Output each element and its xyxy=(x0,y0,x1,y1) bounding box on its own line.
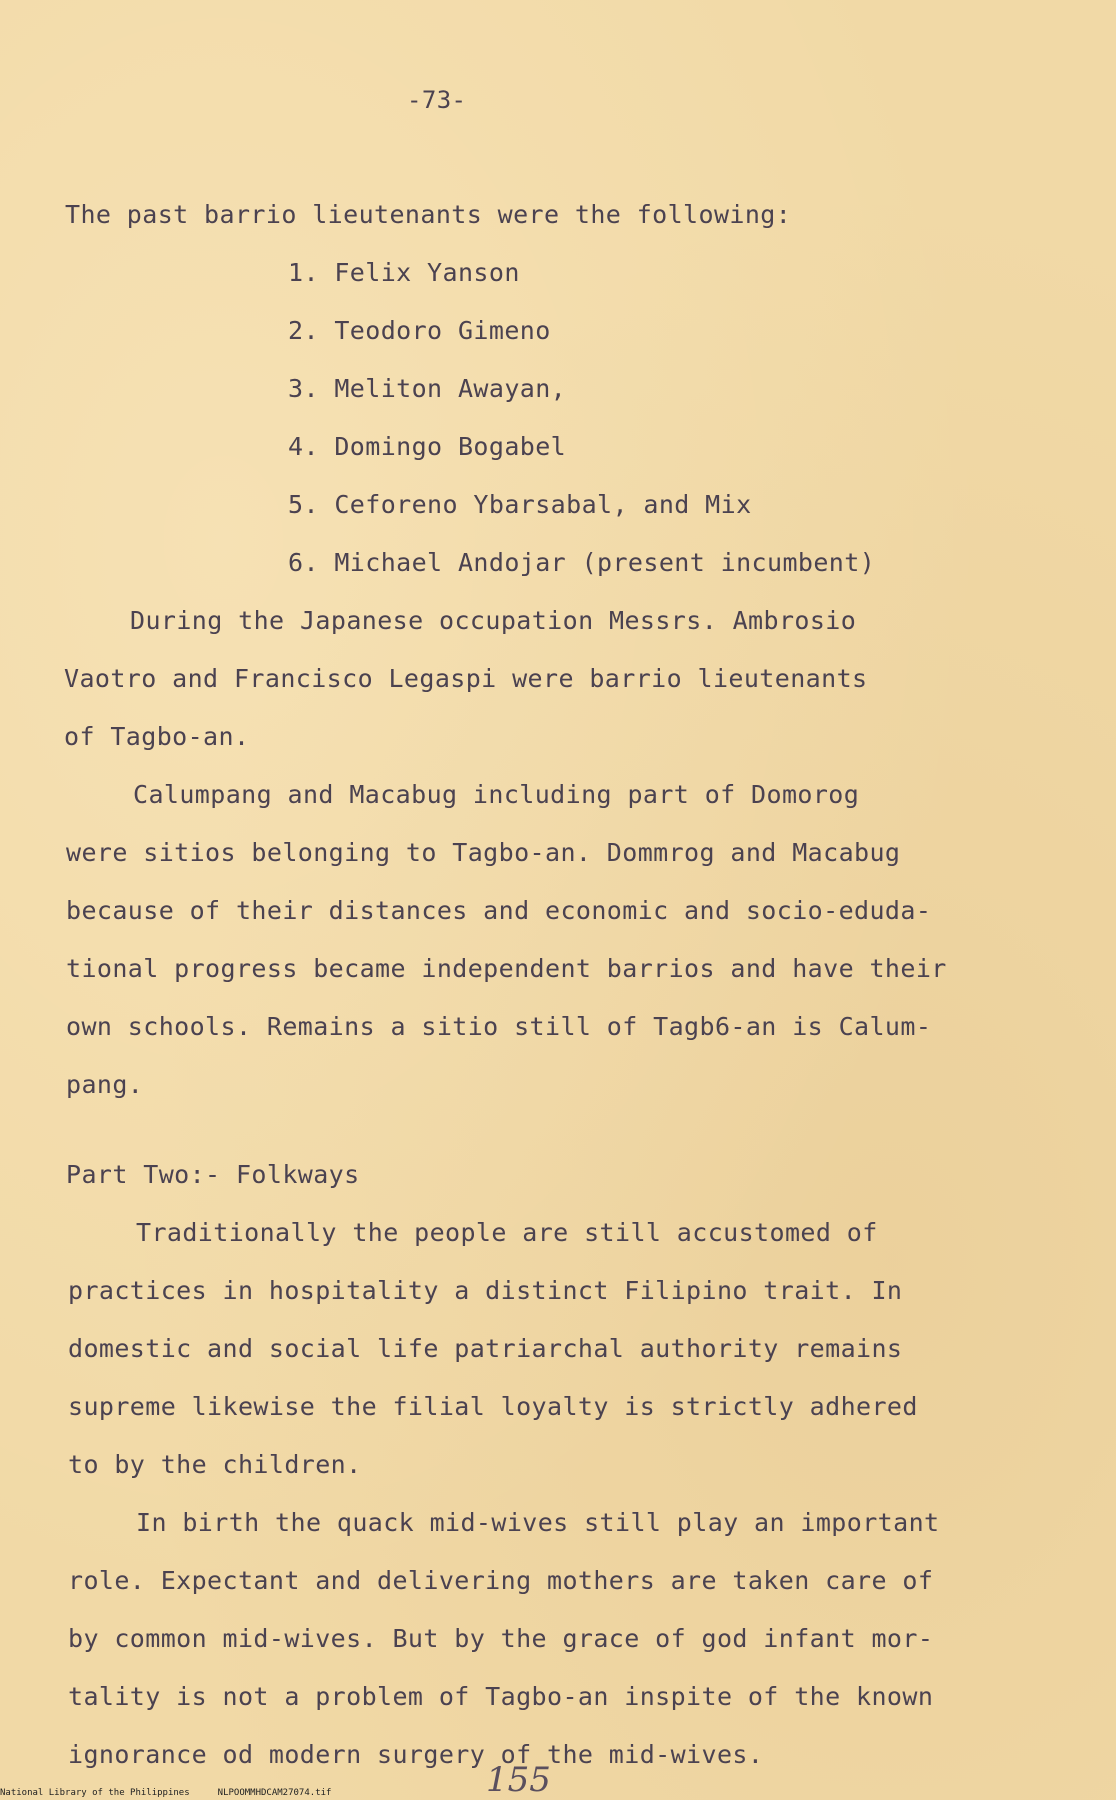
page-number: -73- xyxy=(407,86,467,114)
text-line: The past barrio lieutenants were the following: xyxy=(65,200,792,229)
text-line: by common mid-wives. But by the grace of god infant mor- xyxy=(68,1624,934,1653)
text-line: In birth the quack mid-wives still play an important xyxy=(136,1508,940,1537)
list-item: 5. Ceforeno Ybarsabal, and Mix xyxy=(288,490,752,519)
handwritten-page-number: 155 xyxy=(486,1760,551,1800)
text-line: practices in hospitality a distinct Filipino trait. In xyxy=(68,1276,903,1305)
text-line: ignorance od modern surgery of the mid-wives. xyxy=(68,1740,764,1769)
text-line: During the Japanese occupation Messrs. Ambrosio xyxy=(130,606,857,635)
list-item: 1. Felix Yanson xyxy=(288,258,520,287)
text-line: own schools. Remains a sitio still of Tagb6-an is Calum- xyxy=(66,1012,932,1041)
footer-file: NLPOOMMHDCAM27074.tif xyxy=(217,1788,332,1798)
list-item: 3. Meliton Awayan, xyxy=(288,374,567,403)
text-line: were sitios belonging to Tagbo-an. Dommrog and Macabug xyxy=(66,838,901,867)
text-line: tional progress became independent barrios and have their xyxy=(66,954,947,983)
text-line: domestic and social life patriarchal authority remains xyxy=(68,1334,903,1363)
list-item: 4. Domingo Bogabel xyxy=(288,432,567,461)
text-line: Vaotro and Francisco Legaspi were barrio lieutenants xyxy=(64,664,868,693)
text-line: pang. xyxy=(66,1070,144,1099)
text-line: tality is not a problem of Tagbo-an inspite of the known xyxy=(68,1682,934,1711)
list-item: 6. Michael Andojar (present incumbent) xyxy=(288,548,876,577)
text-line: of Tagbo-an. xyxy=(64,722,250,751)
footer-library: National Library of the Philippines xyxy=(0,1788,190,1798)
list-item: 2. Teodoro Gimeno xyxy=(288,316,551,345)
text-line: because of their distances and economic and socio-eduda- xyxy=(66,896,932,925)
text-line: Calumpang and Macabug including part of Domorog xyxy=(133,780,860,809)
text-line: Traditionally the people are still accustomed of xyxy=(136,1218,878,1247)
text-line: role. Expectant and delivering mothers are taken care of xyxy=(68,1566,934,1595)
text-line: supreme likewise the filial loyalty is strictly adhered xyxy=(68,1392,918,1421)
scan-footer xyxy=(0,1788,331,1798)
section-heading: Part Two:- Folkways xyxy=(66,1160,360,1189)
text-line: to by the children. xyxy=(68,1450,362,1479)
